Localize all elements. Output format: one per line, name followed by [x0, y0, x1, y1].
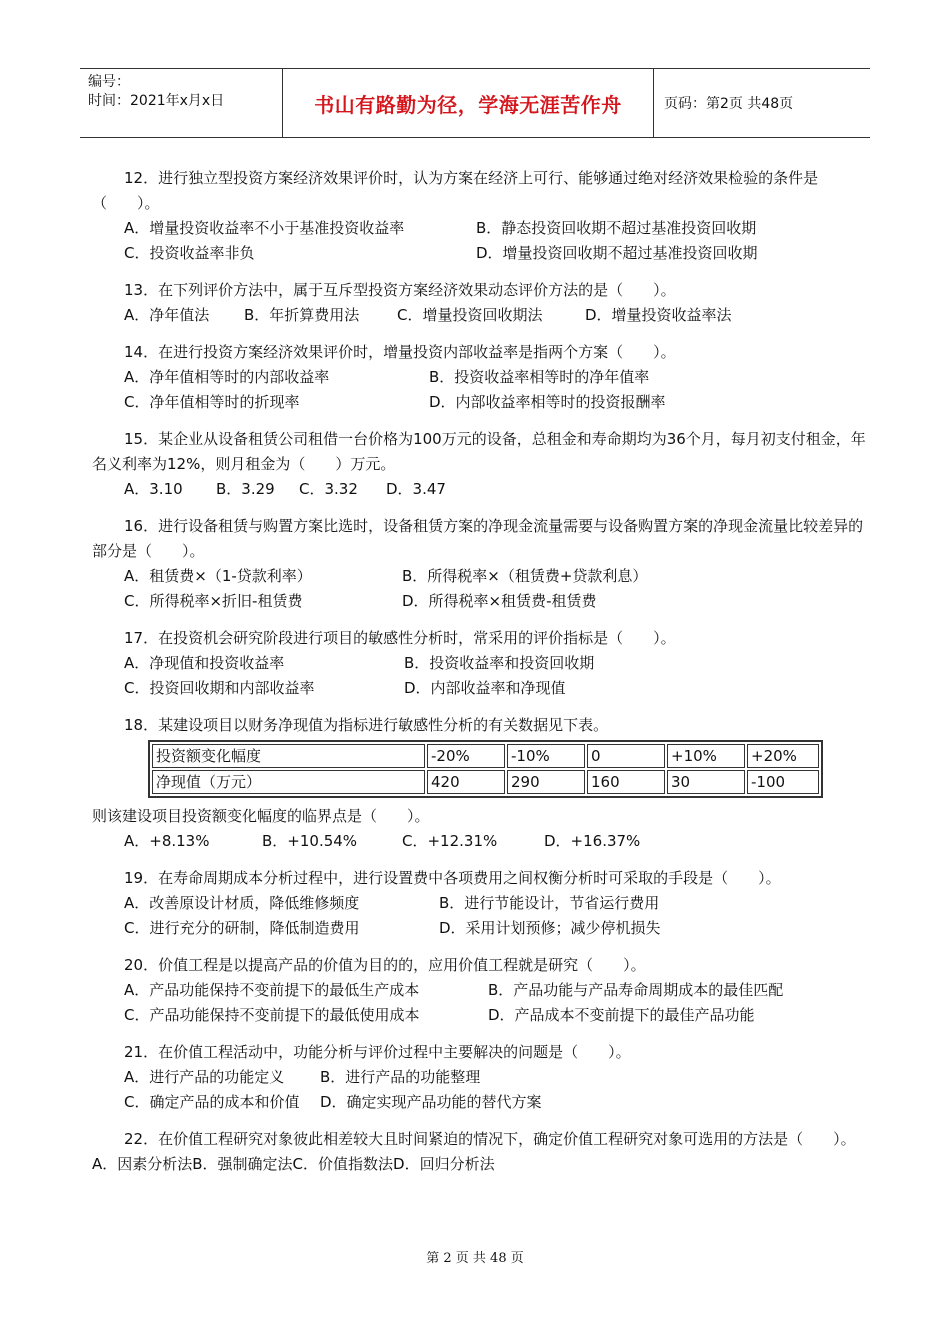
option-row: [124, 829, 867, 854]
question-stem: 12．进行独立型投资方案经济效果评价时，认为方案在经济上可行、能够通过绝对经济效果检验的条件是（ ）。: [92, 169, 819, 212]
option-row: [124, 477, 867, 502]
answer-options: [92, 978, 867, 1028]
question-stem: 15．某企业从设备租赁公司租借一台价格为100万元的设备，总租金和寿命期均为36个月，每月初支付租金，年名义利率为12%，则月租金为（ ）万元。: [92, 430, 866, 473]
answer-option: D．内部收益率和净现值: [404, 679, 566, 697]
answer-option: A．+8.13%: [124, 832, 210, 850]
question-stem: 18．某建设项目以财务净现值为指标进行敏感性分析的有关数据见下表。: [124, 716, 609, 734]
question-stem: 17．在投资机会研究阶段进行项目的敏感性分析时，常采用的评价指标是（ ）。: [124, 629, 676, 647]
question-stem: 16．进行设备租赁与购置方案比选时，设备租赁方案的净现金流量需要与设备购置方案的净现金流量比较差异的部分是（ ）。: [92, 517, 864, 560]
option-row: [124, 216, 867, 241]
answer-option: D．采用计划预修；减少停机损失: [439, 919, 661, 937]
answer-option: D．产品成本不变前提下的最佳产品功能: [488, 1006, 755, 1024]
table-cell: -100: [747, 770, 819, 794]
question-item: [92, 514, 867, 614]
table-cell: 净现值（万元）: [152, 770, 425, 794]
answer-option: A．产品功能保持不变前提下的最低生产成本: [124, 981, 420, 999]
answer-option: A．3.10: [124, 480, 183, 498]
question-list: [92, 166, 879, 1189]
answer-options: [92, 365, 867, 415]
answer-option: B．年折算费用法: [244, 306, 360, 324]
table-cell: -20%: [427, 744, 505, 768]
option-row: [124, 365, 867, 390]
answer-options: [92, 303, 867, 328]
header-left: [80, 69, 282, 137]
number-label: 编号：: [88, 74, 130, 90]
question-item: [92, 340, 867, 415]
answer-option: A．租赁费×（1-贷款利率）: [124, 567, 312, 585]
answer-option: B．静态投资回收期不超过基准投资回收期: [476, 219, 757, 237]
table-cell: -10%: [507, 744, 585, 768]
answer-option: D．3.47: [386, 480, 446, 498]
option-row: [124, 241, 867, 266]
answer-option: B．3.29: [216, 480, 275, 498]
question-item: [92, 866, 867, 941]
answer-option: C．投资回收期和内部收益率: [124, 679, 315, 697]
question-stem: 22．在价值工程研究对象彼此相差较大且时间紧迫的情况下，确定价值工程研究对象可选用的方法是（ ）。 A．因素分析法B．强制确定法C．价值指数法D．回归分析法: [92, 1130, 879, 1173]
question-stem: 13．在下列评价方法中，属于互斥型投资方案经济效果动态评价方法的是（ ）。: [124, 281, 676, 299]
answer-option: C．投资收益率非负: [124, 244, 255, 262]
answer-options: [92, 891, 867, 941]
date-label: 时间：2021年x月x日: [88, 93, 225, 109]
answer-option: C．确定产品的成本和价值: [124, 1093, 300, 1111]
table-cell: +20%: [747, 744, 819, 768]
option-row: [124, 651, 867, 676]
answer-option: D．内部收益率相等时的投资报酬率: [429, 393, 666, 411]
table-cell: 投资额变化幅度: [152, 744, 425, 768]
option-row: [124, 390, 867, 415]
answer-options: [92, 564, 867, 614]
header-page-info: 页码：第2页 共48页: [664, 96, 794, 112]
answer-option: A．净年值法: [124, 306, 210, 324]
table-cell: 290: [507, 770, 585, 794]
answer-option: C．增量投资回收期法: [397, 306, 543, 324]
answer-options: [92, 1065, 867, 1115]
option-row: [124, 303, 867, 328]
question-item: [92, 278, 867, 328]
question-stem: 14．在进行投资方案经济效果评价时，增量投资内部收益率是指两个方案（ ）。: [124, 343, 676, 361]
question-item: [92, 1127, 879, 1177]
answer-option: D．增量投资回收期不超过基准投资回收期: [476, 244, 758, 262]
option-row: [124, 676, 867, 701]
question-item: [92, 427, 867, 502]
answer-option: A．净年值相等时的内部收益率: [124, 368, 330, 386]
table-cell: 160: [587, 770, 665, 794]
question-item: [92, 626, 867, 701]
table-cell: 30: [667, 770, 745, 794]
option-row: [124, 916, 867, 941]
answer-option: D．+16.37%: [544, 832, 641, 850]
option-row: [124, 978, 867, 1003]
option-row: [124, 1003, 867, 1028]
table-cell: 420: [427, 770, 505, 794]
answer-option: C．净年值相等时的折现率: [124, 393, 300, 411]
answer-option: C．所得税率×折旧-租赁费: [124, 592, 303, 610]
answer-option: B．+10.54%: [262, 832, 358, 850]
question-followup: 则该建设项目投资额变化幅度的临界点是（ ）。: [92, 807, 430, 825]
answer-option: A．改善原设计材质，降低维修频度: [124, 894, 360, 912]
answer-option: C．产品功能保持不变前提下的最低使用成本: [124, 1006, 420, 1024]
answer-option: D．增量投资收益率法: [585, 306, 732, 324]
question-stem: 21．在价值工程活动中，功能分析与评价过程中主要解决的问题是（ ）。: [124, 1043, 631, 1061]
answer-option: C．3.32: [299, 480, 358, 498]
answer-option: D．确定实现产品功能的替代方案: [320, 1093, 542, 1111]
answer-options: [92, 216, 867, 266]
sensitivity-table: [148, 740, 823, 798]
option-row: [124, 1090, 867, 1115]
table-cell: +10%: [667, 744, 745, 768]
question-item: [92, 166, 867, 266]
answer-option: B．所得税率×（租赁费+贷款利息）: [402, 567, 648, 585]
answer-options: [92, 477, 867, 502]
answer-options: [92, 651, 867, 701]
answer-option: C．进行充分的研制，降低制造费用: [124, 919, 360, 937]
question-item: [92, 1040, 867, 1115]
table-row: [152, 744, 819, 768]
answer-option: D．所得税率×租赁费-租赁费: [402, 592, 597, 610]
table-cell: 0: [587, 744, 665, 768]
page-footer: 第 2 页 共 48 页: [426, 1251, 524, 1266]
option-row: [124, 891, 867, 916]
question-item: [92, 713, 867, 854]
answer-option: A．进行产品的功能定义: [124, 1068, 285, 1086]
question-stem: 19．在寿命周期成本分析过程中，进行设置费中各项费用之间权衡分析时可采取的手段是（ ）。: [124, 869, 781, 887]
table-row: [152, 770, 819, 794]
answer-option: C．+12.31%: [402, 832, 498, 850]
question-stem: 20．价值工程是以提高产品的价值为目的的，应用价值工程就是研究（ ）。: [124, 956, 646, 974]
answer-option: B．进行产品的功能整理: [320, 1068, 481, 1086]
answer-option: B．产品功能与产品寿命周期成本的最佳匹配: [488, 981, 784, 999]
answer-option: B．投资收益率和投资回收期: [404, 654, 595, 672]
option-row: [124, 1065, 867, 1090]
option-row: [124, 589, 867, 614]
answer-options: [92, 829, 867, 854]
answer-option: B．进行节能设计，节省运行费用: [439, 894, 660, 912]
option-row: [124, 564, 867, 589]
answer-option: A．净现值和投资收益率: [124, 654, 285, 672]
page-header: [80, 68, 870, 138]
question-item: [92, 953, 867, 1028]
answer-option: B．投资收益率相等时的净年值率: [429, 368, 650, 386]
header-motto: 书山有路勤为径，学海无涯苦作舟: [282, 69, 654, 137]
answer-option: A．增量投资收益率不小于基准投资收益率: [124, 219, 405, 237]
